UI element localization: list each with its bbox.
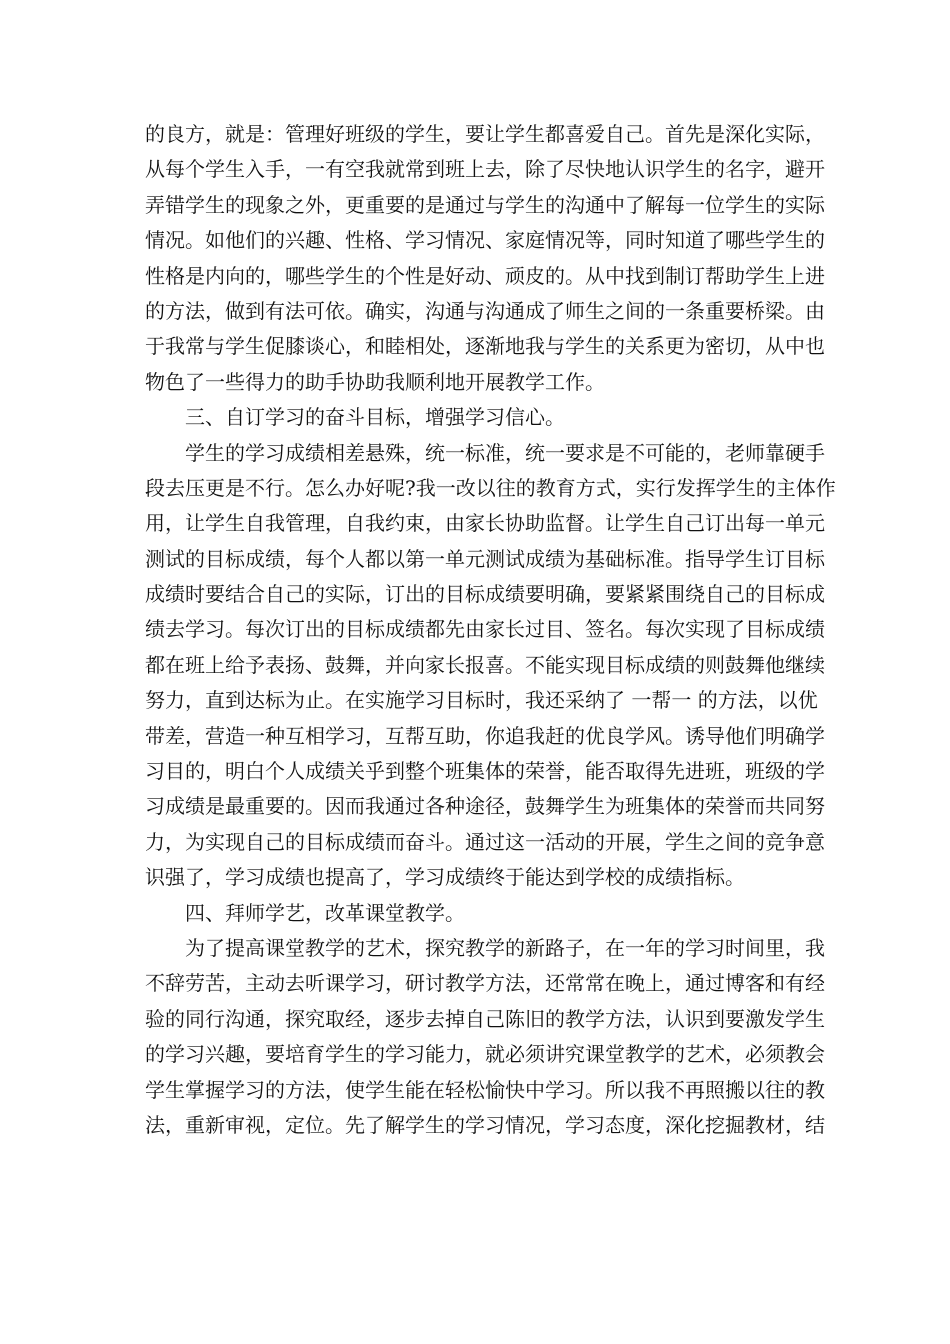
text-line: 为了提高课堂教学的艺术，探究教学的新路子，在一年的学习时间里，我 <box>185 935 825 960</box>
text-line: 成绩时要结合自己的实际，订出的目标成绩要明确，要紧紧围绕自己的目标成 <box>145 582 825 607</box>
text-line: 段去压更是不行。怎么办好呢?我一改以往的教育方式，实行发挥学生的主体作 <box>145 475 836 500</box>
text-line: 习目的，明白个人成绩关乎到整个班集体的荣誉，能否取得先进班，班级的学 <box>145 759 825 784</box>
text-line: 法，重新审视，定位。先了解学生的学习情况，学习态度，深化挖掘教材，结 <box>145 1112 825 1137</box>
text-line: 的学习兴趣，要培育学生的学习能力，就必须讲究课堂教学的艺术，必须教会 <box>145 1042 825 1067</box>
section-heading: 四、拜师学艺，改革课堂教学。 <box>185 900 465 925</box>
text-line: 弄错学生的现象之外，更重要的是通过与学生的沟通中了解每一位学生的实际 <box>145 192 825 217</box>
text-line: 带差，营造一种互相学习，互帮互助，你追我赶的优良学风。诱导他们明确学 <box>145 723 825 748</box>
text-line: 努力，直到达标为止。在实施学习目标时，我还采纳了 一帮一 的方法，以优 <box>145 688 818 713</box>
text-line: 测试的目标成绩，每个人都以第一单元测试成绩为基础标准。指导学生订目标 <box>145 546 825 571</box>
text-line: 习成绩是最重要的。因而我通过各种途径，鼓舞学生为班集体的荣誉而共同努 <box>145 794 825 819</box>
text-line: 情况。如他们的兴趣、性格、学习情况、家庭情况等，同时知道了哪些学生的 <box>145 228 825 253</box>
text-line: 从每个学生入手，一有空我就常到班上去，除了尽快地认识学生的名字，避开 <box>145 157 825 182</box>
text-line: 验的同行沟通，探究取经，逐步去掉自己陈旧的教学方法，认识到要激发学生 <box>145 1006 825 1031</box>
text-line: 性格是内向的，哪些学生的个性是好动、顽皮的。从中找到制订帮助学生上进 <box>145 263 825 288</box>
text-line: 物色了一些得力的助手协助我顺利地开展教学工作。 <box>145 369 605 394</box>
text-line: 力，为实现自己的目标成绩而奋斗。通过这一活动的开展，学生之间的竞争意 <box>145 829 825 854</box>
body-text <box>145 117 836 1143</box>
text-line: 的方法，做到有法可依。确实，沟通与沟通成了师生之间的一条重要桥梁。由 <box>145 298 825 323</box>
text-line: 用，让学生自我管理，自我约束，由家长协助监督。让学生自己订出每一单元 <box>145 511 825 536</box>
text-line: 不辞劳苦，主动去听课学习，研讨教学方法，还常常在晚上，通过博客和有经 <box>145 971 825 996</box>
section-heading: 三、自订学习的奋斗目标，增强学习信心。 <box>185 405 565 430</box>
text-line: 的良方，就是：管理好班级的学生，要让学生都喜爱自己。首先是深化实际， <box>145 122 825 146</box>
text-line: 都在班上给予表扬、鼓舞，并向家长报喜。不能实现目标成绩的则鼓舞他继续 <box>145 652 825 677</box>
text-line: 学生掌握学习的方法，使学生能在轻松愉快中学习。所以我不再照搬以往的教 <box>145 1077 825 1102</box>
text-line: 绩去学习。每次订出的目标成绩都先由家长过目、签名。每次实现了目标成绩 <box>145 617 825 642</box>
text-line: 识强了，学习成绩也提高了，学习成绩终于能达到学校的成绩指标。 <box>145 865 745 890</box>
text-line: 于我常与学生促膝谈心，和睦相处，逐渐地我与学生的关系更为密切，从中也 <box>145 334 825 359</box>
text-line: 学生的学习成绩相差悬殊，统一标准，统一要求是不可能的，老师靠硬手 <box>185 440 825 465</box>
